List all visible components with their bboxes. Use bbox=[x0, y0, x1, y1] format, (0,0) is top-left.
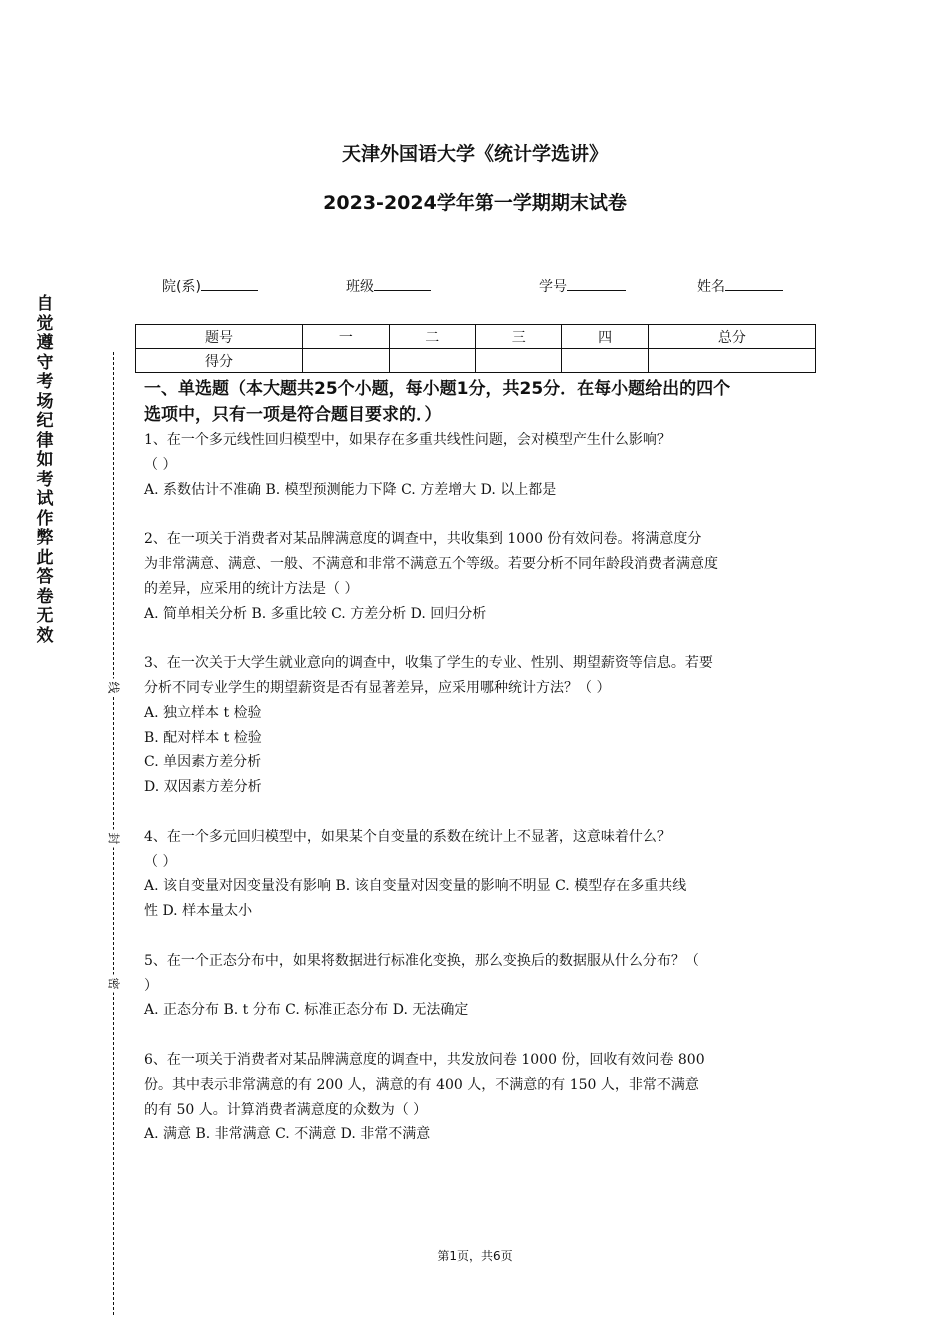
seal-label-seal: 封 bbox=[106, 830, 123, 848]
page-number: 第1页，共6页 bbox=[437, 1249, 513, 1263]
score-row bbox=[136, 349, 816, 373]
question-options: A. 简单相关分析 B. 多重比较 C. 方差分析 D. 回归分析 bbox=[144, 605, 487, 622]
class-field bbox=[346, 276, 431, 296]
class-label: 班级 bbox=[346, 279, 374, 295]
score-header-cell: 四 bbox=[562, 325, 648, 349]
dept-field bbox=[162, 276, 258, 296]
score-header-cell: 总分 bbox=[648, 325, 815, 349]
student-id-field bbox=[539, 276, 626, 296]
dept-blank[interactable] bbox=[201, 276, 258, 291]
student-id-blank[interactable] bbox=[567, 276, 626, 291]
score-header-cell: 二 bbox=[389, 325, 475, 349]
score-cell[interactable] bbox=[648, 349, 815, 373]
score-cell[interactable] bbox=[303, 349, 389, 373]
score-cell[interactable] bbox=[389, 349, 475, 373]
score-cell[interactable] bbox=[562, 349, 648, 373]
question-option: A. 独立样本 t 检验 bbox=[144, 704, 262, 721]
question-text: 分析不同专业学生的期望薪资是否有显著差异，应采用哪种统计方法？（ ） bbox=[144, 679, 611, 696]
question-text: 1、在一个多元线性回归模型中，如果存在多重共线性问题，会对模型产生什么影响？ bbox=[144, 432, 671, 448]
exam-discipline-notice: 自觉遵守考场纪律如考试作弊此答卷无效 bbox=[36, 294, 54, 646]
score-table bbox=[135, 324, 816, 373]
questions-area bbox=[144, 376, 809, 1147]
question-option: B. 配对样本 t 检验 bbox=[144, 729, 262, 746]
name-field bbox=[697, 276, 783, 296]
question-options: 性 D. 样本量太小 bbox=[144, 903, 253, 920]
question-text: （ ） bbox=[144, 853, 177, 870]
exam-title: 天津外国语大学《统计学选讲》 bbox=[341, 143, 608, 165]
score-cell[interactable] bbox=[475, 349, 561, 373]
question-text: （ ） bbox=[144, 456, 177, 473]
question-text: ） bbox=[144, 977, 158, 994]
exam-subtitle: 2023-2024学年第一学期期末试卷 bbox=[323, 192, 627, 214]
score-header-row bbox=[136, 325, 816, 349]
score-row-label: 得分 bbox=[136, 349, 303, 373]
score-header-cell: 三 bbox=[475, 325, 561, 349]
question-text: 份。其中表示非常满意的有 200 人，满意的有 400 人，不满意的有 150 人，非常不满意 bbox=[144, 1076, 699, 1093]
seal-label-secret: 密 bbox=[106, 975, 123, 993]
question-options: A. 系数估计不准确 B. 模型预测能力下降 C. 方差增大 D. 以上都是 bbox=[144, 481, 557, 498]
question-option: C. 单因素方差分析 bbox=[144, 754, 262, 771]
question-options: A. 该自变量对因变量没有影响 B. 该自变量对因变量的影响不明显 C. 模型存在多重共线 bbox=[144, 878, 687, 895]
dept-label: 院(系) bbox=[162, 279, 201, 295]
question-text: 3、在一次关于大学生就业意向的调查中，收集了学生的专业、性别、期望薪资等信息。若要 bbox=[144, 655, 713, 672]
score-header-cell: 题号 bbox=[136, 325, 303, 349]
section-heading: 选项中，只有一项是符合题目要求的．） bbox=[144, 405, 442, 425]
question-text: 的差异，应采用的统计方法是（ ） bbox=[144, 580, 359, 597]
section-heading: 一、单选题（本大题共25个小题，每小题1分，共25分．在每小题给出的四个 bbox=[144, 379, 731, 399]
question-options: A. 满意 B. 非常满意 C. 不满意 D. 非常不满意 bbox=[144, 1126, 431, 1143]
question-text: 2、在一项关于消费者对某品牌满意度的调查中，共收集到 1000 份有效问卷。将满意度分 bbox=[144, 531, 702, 548]
question-text: 5、在一个正态分布中，如果将数据进行标准化变换，那么变换后的数据服从什么分布？（ bbox=[144, 952, 699, 969]
question-option: D. 双因素方差分析 bbox=[144, 779, 262, 796]
score-header-cell: 一 bbox=[303, 325, 389, 349]
question-text: 4、在一个多元回归模型中，如果某个自变量的系数在统计上不显著，这意味着什么？ bbox=[144, 828, 671, 845]
name-blank[interactable] bbox=[725, 276, 783, 291]
class-blank[interactable] bbox=[374, 276, 431, 291]
question-text: 的有 50 人。计算消费者满意度的众数为（ ） bbox=[144, 1101, 428, 1118]
name-label: 姓名 bbox=[697, 279, 725, 295]
question-options: A. 正态分布 B. t 分布 C. 标准正态分布 D. 无法确定 bbox=[144, 1002, 469, 1019]
student-id-label: 学号 bbox=[539, 279, 567, 295]
question-text: 6、在一项关于消费者对某品牌满意度的调查中，共发放问卷 1000 份，回收有效问卷 800 bbox=[144, 1051, 705, 1068]
seal-label-line: 线 bbox=[106, 679, 123, 697]
question-text: 为非常满意、满意、一般、不满意和非常不满意五个等级。若要分析不同年龄段消费者满意度 bbox=[144, 555, 718, 572]
